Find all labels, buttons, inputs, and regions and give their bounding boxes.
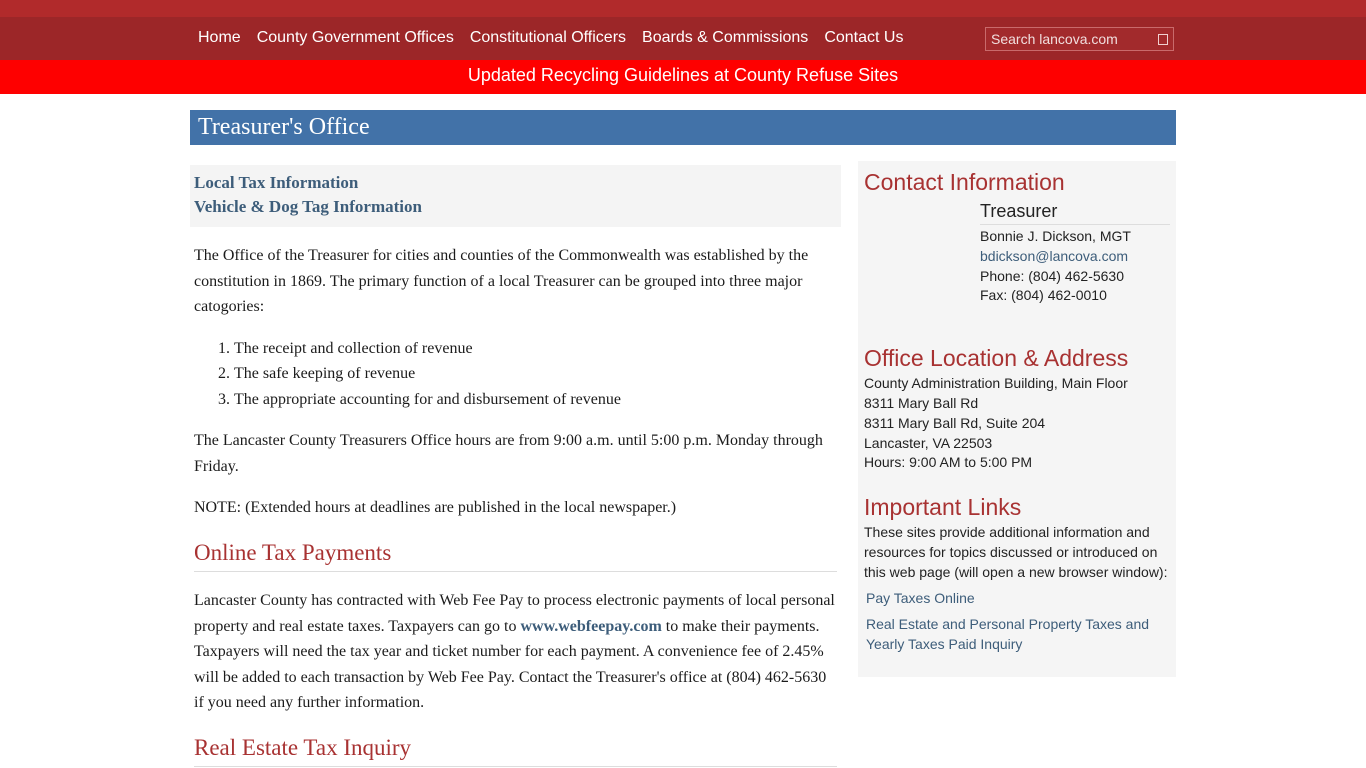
article-body (190, 243, 841, 767)
main-nav (190, 29, 911, 47)
nav-home[interactable]: Home (198, 29, 241, 46)
contact-information-heading: Contact Information (864, 169, 1065, 195)
search-box (985, 27, 1174, 51)
webfeepay-link[interactable]: www.webfeepay.com (520, 617, 662, 635)
hours-paragraph: The Lancaster County Treasurers Office hours are from 9:00 a.m. until 5:00 p.m. Monday through Friday. (194, 432, 823, 475)
online-payments-text-a: Lancaster County has contracted with Web Fee Pay to process electronic payments of local personal property and real estate taxes. Taxpayers can go to (194, 592, 835, 635)
subnav-local-tax-information[interactable]: Local Tax Information (194, 173, 359, 192)
alert-link[interactable]: Updated Recycling Guidelines at County Refuse Sites (467, 65, 899, 85)
top-navigation-bar (0, 0, 1366, 60)
page-container (190, 110, 1176, 760)
online-payments-text-b: to make their payments. Taxpayers will need the tax year and ticket number for each payment. A convenience fee of 2.45% will be added to each transaction by Web Fee Pay. Contact the Treasurer's office at (804) 462-5630 if you need any further information. (194, 617, 827, 711)
subnav-vehicle-dog-tag-information[interactable]: Vehicle & Dog Tag Information (194, 197, 422, 216)
contact-role: Treasurer (980, 200, 1170, 225)
office-location-heading: Office Location & Address (864, 345, 1129, 372)
search-input[interactable] (986, 31, 1141, 47)
address-line: 8311 Mary Ball Rd, Suite 204 (864, 414, 1046, 431)
address-line: Lancaster, VA 22503 (864, 434, 993, 451)
list-item: 3. The appropriate accounting for and disbursement of revenue (234, 387, 837, 413)
sidebar (858, 161, 1176, 677)
online-tax-payments-heading: Online Tax Payments (194, 540, 837, 573)
page-title: Treasurer's Office (190, 110, 1176, 145)
real-estate-tax-inquiry-heading: Real Estate Tax Inquiry (194, 735, 837, 768)
contact-email-link[interactable]: bdickson@lancova.com (980, 247, 1129, 264)
contact-fax: Fax: (804) 462-0010 (980, 287, 1107, 304)
search-icon[interactable] (1158, 34, 1168, 45)
important-links-heading: Important Links (864, 494, 1022, 521)
address-line: County Administration Building, Main Floor (864, 375, 1128, 392)
nav-contact-us[interactable]: Contact Us (824, 29, 904, 46)
online-payments-paragraph (194, 588, 837, 716)
main-content (190, 161, 841, 767)
office-hours: Hours: 9:00 AM to 5:00 PM (864, 454, 1033, 471)
intro-paragraph: The Office of the Treasurer for cities and counties of the Commonwealth was established by the constitution in 1869. The primary function of a local Treasurer can be grouped into three major catogories: (194, 247, 809, 315)
nav-constitutional-officers[interactable]: Constitutional Officers (469, 29, 627, 46)
nav-boards-commissions[interactable]: Boards & Commissions (642, 29, 809, 46)
contact-name: Bonnie J. Dickson, MGT (980, 228, 1131, 244)
contact-phone: Phone: (804) 462-5630 (980, 267, 1124, 284)
pay-taxes-online-link[interactable]: Pay Taxes Online (866, 589, 975, 606)
functions-list (194, 336, 837, 413)
links-intro: These sites provide additional information and resources for topics discussed or introduced on this web page (will open a new browser window): (864, 524, 1168, 580)
list-item: 1. The receipt and collection of revenue (234, 336, 837, 362)
office-address (864, 374, 1170, 473)
address-line: 8311 Mary Ball Rd (864, 394, 979, 411)
nav-county-government-offices[interactable]: County Government Offices (256, 29, 454, 46)
note-paragraph: NOTE: (Extended hours at deadlines are published in the local newspaper.) (194, 499, 677, 516)
contact-card (980, 200, 1170, 306)
alert-banner (0, 60, 1366, 94)
sub-navigation (190, 165, 841, 227)
taxes-inquiry-link[interactable]: Real Estate and Personal Property Taxes and Yearly Taxes Paid Inquiry (866, 615, 1150, 652)
list-item: 2. The safe keeping of revenue (234, 361, 837, 387)
